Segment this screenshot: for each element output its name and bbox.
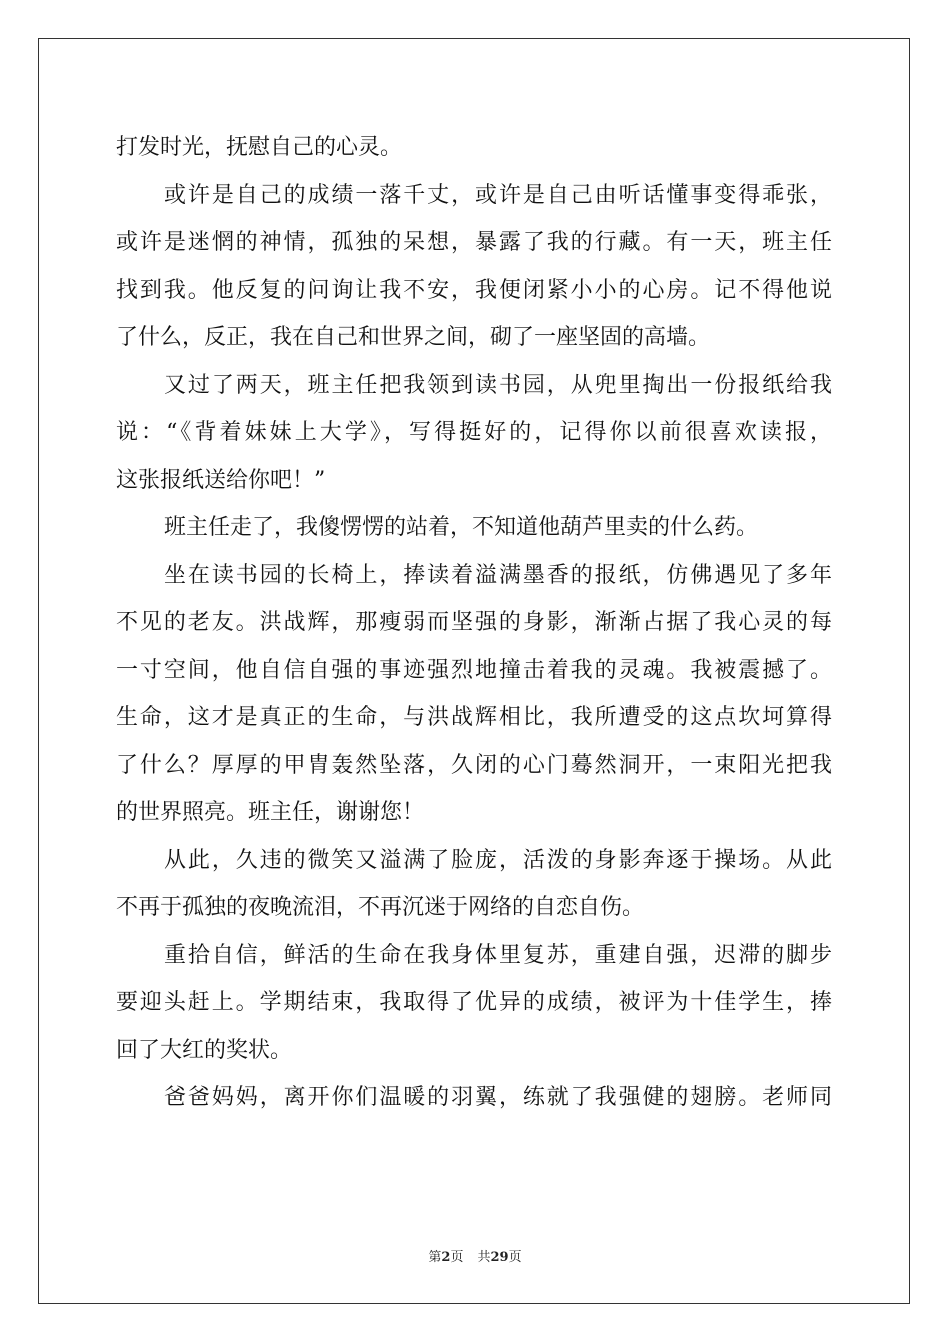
text-line: 打发时光，抚慰自己的心灵。 (116, 135, 403, 160)
text-line: 爸爸妈妈，离开你们温暖的羽翼，练就了我强健的翅膀。老师同 (164, 1085, 832, 1110)
text-line: 了什么？厚厚的甲胄轰然坠落，久闭的心门蓦然洞开，一束阳光把我 (116, 752, 832, 778)
text-line: 一寸空间，他自信自强的事迹强烈地撞击着我的灵魂。我被震撼了。 (116, 657, 832, 683)
total-page-count: 29 (490, 1250, 509, 1265)
page-footer (0, 1246, 950, 1265)
text-line: 的世界照亮。班主任，谢谢您！ (116, 800, 425, 825)
footer-prefix: 第 (428, 1250, 442, 1265)
text-line: 从此，久违的微笑又溢满了脸庞，活泼的身影奔逐于操场。从此 (164, 847, 832, 873)
text-line: 这张报纸送给你吧！” (116, 467, 326, 493)
current-page-number: 2 (441, 1250, 451, 1265)
text-line: 回了大红的奖状。 (116, 1037, 293, 1063)
footer-total-unit: 页 (508, 1250, 522, 1265)
footer-page-unit: 页 (450, 1250, 464, 1265)
text-line: 又过了两天，班主任把我领到读书园，从兜里掏出一份报纸给我 (164, 372, 832, 398)
text-line: 生命，这才是真正的生命，与洪战辉相比，我所遭受的这点坎坷算得 (116, 705, 832, 730)
text-line: 了什么，反正，我在自己和世界之间，砌了一座坚固的高墙。 (116, 325, 711, 350)
text-line: 坐在读书园的长椅上，捧读着溢满墨香的报纸，仿佛遇见了多年 (164, 562, 832, 588)
text-line: 说：“《背着妹妹上大学》，写得挺好的，记得你以前很喜欢读报， (116, 420, 832, 445)
text-line: 不再于孤独的夜晚流泪，不再沉迷于网络的自恋自伤。 (116, 895, 645, 920)
text-line: 要迎头赶上。学期结束，我取得了优异的成绩，被评为十佳学生，捧 (116, 990, 832, 1015)
text-line: 或许是自己的成绩一落千丈，或许是自己由听话懂事变得乖张， (164, 182, 832, 208)
text-line: 班主任走了，我傻愣愣的站着，不知道他葫芦里卖的什么药。 (164, 515, 759, 540)
text-line: 不见的老友。洪战辉，那瘦弱而坚强的身影，渐渐占据了我心灵的每 (116, 610, 832, 635)
footer-total-prefix: 共 (477, 1250, 491, 1265)
text-line: 重拾自信，鲜活的生命在我身体里复苏，重建自强，迟滞的脚步 (164, 942, 832, 968)
text-line: 或许是迷惘的神情，孤独的呆想，暴露了我的行藏。有一天，班主任 (116, 230, 832, 255)
text-line: 找到我。他反复的问询让我不安，我便闭紧小小的心房。记不得他说 (116, 277, 832, 303)
